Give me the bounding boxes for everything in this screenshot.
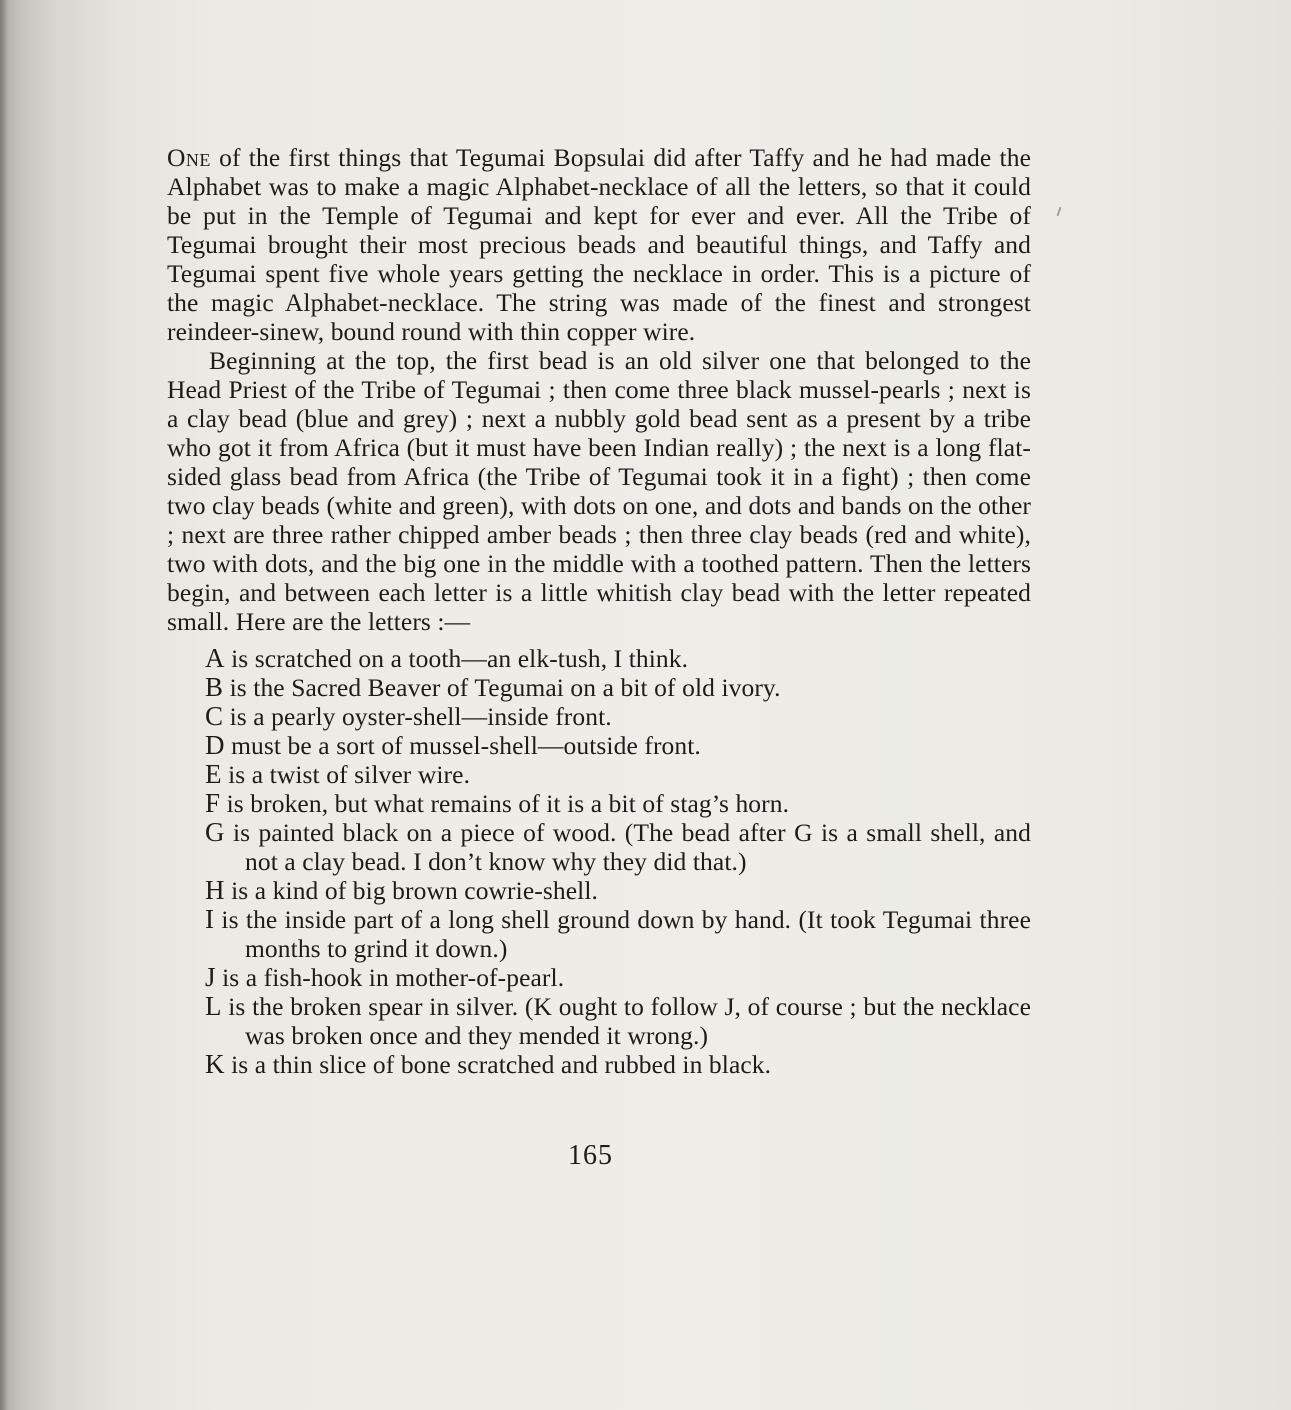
letter-item-j — [167, 963, 1031, 992]
letter-mark: I — [205, 904, 215, 934]
page-number: 165 — [568, 1140, 613, 1171]
letter-mark: F — [205, 788, 221, 818]
letter-mark: B — [205, 672, 224, 702]
letter-item-a — [167, 644, 1031, 673]
letter-item-c — [167, 702, 1031, 731]
letter-mark: E — [205, 759, 222, 789]
text-block — [167, 143, 1031, 1079]
letter-text: is the Sacred Beaver of Tegumai on a bit of old ivory. — [223, 673, 781, 702]
letter-item-h — [167, 876, 1031, 905]
letter-text: is a fish-hook in mother-of-pearl. — [215, 963, 565, 992]
paragraph-2-text: Beginning at the top, the first bead is an old silver one that belonged to the Head Priest of the Tribe of Tegumai ; then come three black mussel-pearls ; next is a clay bead (blue and grey) ; next a nubbly gold bead sent as a present by a tribe who got it from Africa (but it must have been Indian really) ; the next is a long flat-sided glass bead from Africa (the Tribe of Tegumai took it in a fight) ; then come two clay beads (white and green), with dots on one, and dots and bands on the other ; next are three rather chipped amber beads ; then three clay beads (red and white), two with dots, and the big one in the middle with a toothed pattern. Then the letters begin, and between each letter is a little whitish clay bead with the letter repeated small. Here are the letters :— — [167, 346, 1031, 636]
letter-text: is a twist of silver wire. — [221, 760, 471, 789]
letter-item-e — [167, 760, 1031, 789]
letter-text: is a pearly oyster-shell—inside front. — [223, 702, 612, 731]
letter-text: is scratched on a tooth—an elk-tush, I think. — [224, 644, 689, 673]
letter-item-l — [167, 992, 1031, 1050]
letter-item-k — [167, 1050, 1031, 1079]
letter-item-g — [167, 818, 1031, 876]
letter-item-b — [167, 673, 1031, 702]
letter-mark: J — [205, 962, 216, 992]
letter-mark: C — [205, 701, 224, 731]
letter-text: is the inside part of a long shell ground down by hand. (It took Tegumai three months to grind it down.) — [214, 905, 1031, 963]
letter-mark: K — [205, 1049, 225, 1079]
letter-item-i — [167, 905, 1031, 963]
opening-word: One — [167, 143, 211, 172]
letter-mark: D — [205, 730, 225, 760]
paragraph-2 — [167, 346, 1031, 636]
paragraph-1 — [167, 143, 1031, 346]
letter-text: is a kind of big brown cowrie-shell. — [224, 876, 598, 905]
letter-text: is broken, but what remains of it is a bit of stag’s horn. — [220, 789, 790, 818]
letter-item-d — [167, 731, 1031, 760]
letter-text: is the broken spear in silver. (K ought to follow J, of course ; but the necklace was broken once and they mended it wrong.) — [221, 992, 1031, 1050]
letter-list — [167, 644, 1031, 1079]
letter-text: must be a sort of mussel-shell—outside front. — [224, 731, 701, 760]
letter-mark: L — [205, 991, 222, 1021]
letter-item-f — [167, 789, 1031, 818]
letter-mark: H — [205, 875, 225, 905]
letter-text: is a thin slice of bone scratched and rubbed in black. — [224, 1050, 772, 1079]
paragraph-1-text: of the first things that Tegumai Bopsulai did after Taffy and he had made the Alphabet was to make a magic Alphabet-necklace of all the letters, so that it could be put in the Temple of Tegumai and kept for ever and ever. All the Tribe of Tegumai brought their most precious beads and beautiful things, and Taffy and Tegumai spent five whole years getting the necklace in order. This is a picture of the magic Alphabet-necklace. The string was made of the finest and strongest reindeer-sinew, bound round with thin copper wire. — [167, 143, 1031, 346]
letter-mark: G — [205, 817, 225, 847]
letter-mark: A — [205, 643, 225, 673]
letter-text: is painted black on a piece of wood. (The bead after G is a small shell, and not a clay bead. I don’t know why they did that.) — [224, 818, 1031, 876]
stray-mark — [1057, 207, 1062, 216]
